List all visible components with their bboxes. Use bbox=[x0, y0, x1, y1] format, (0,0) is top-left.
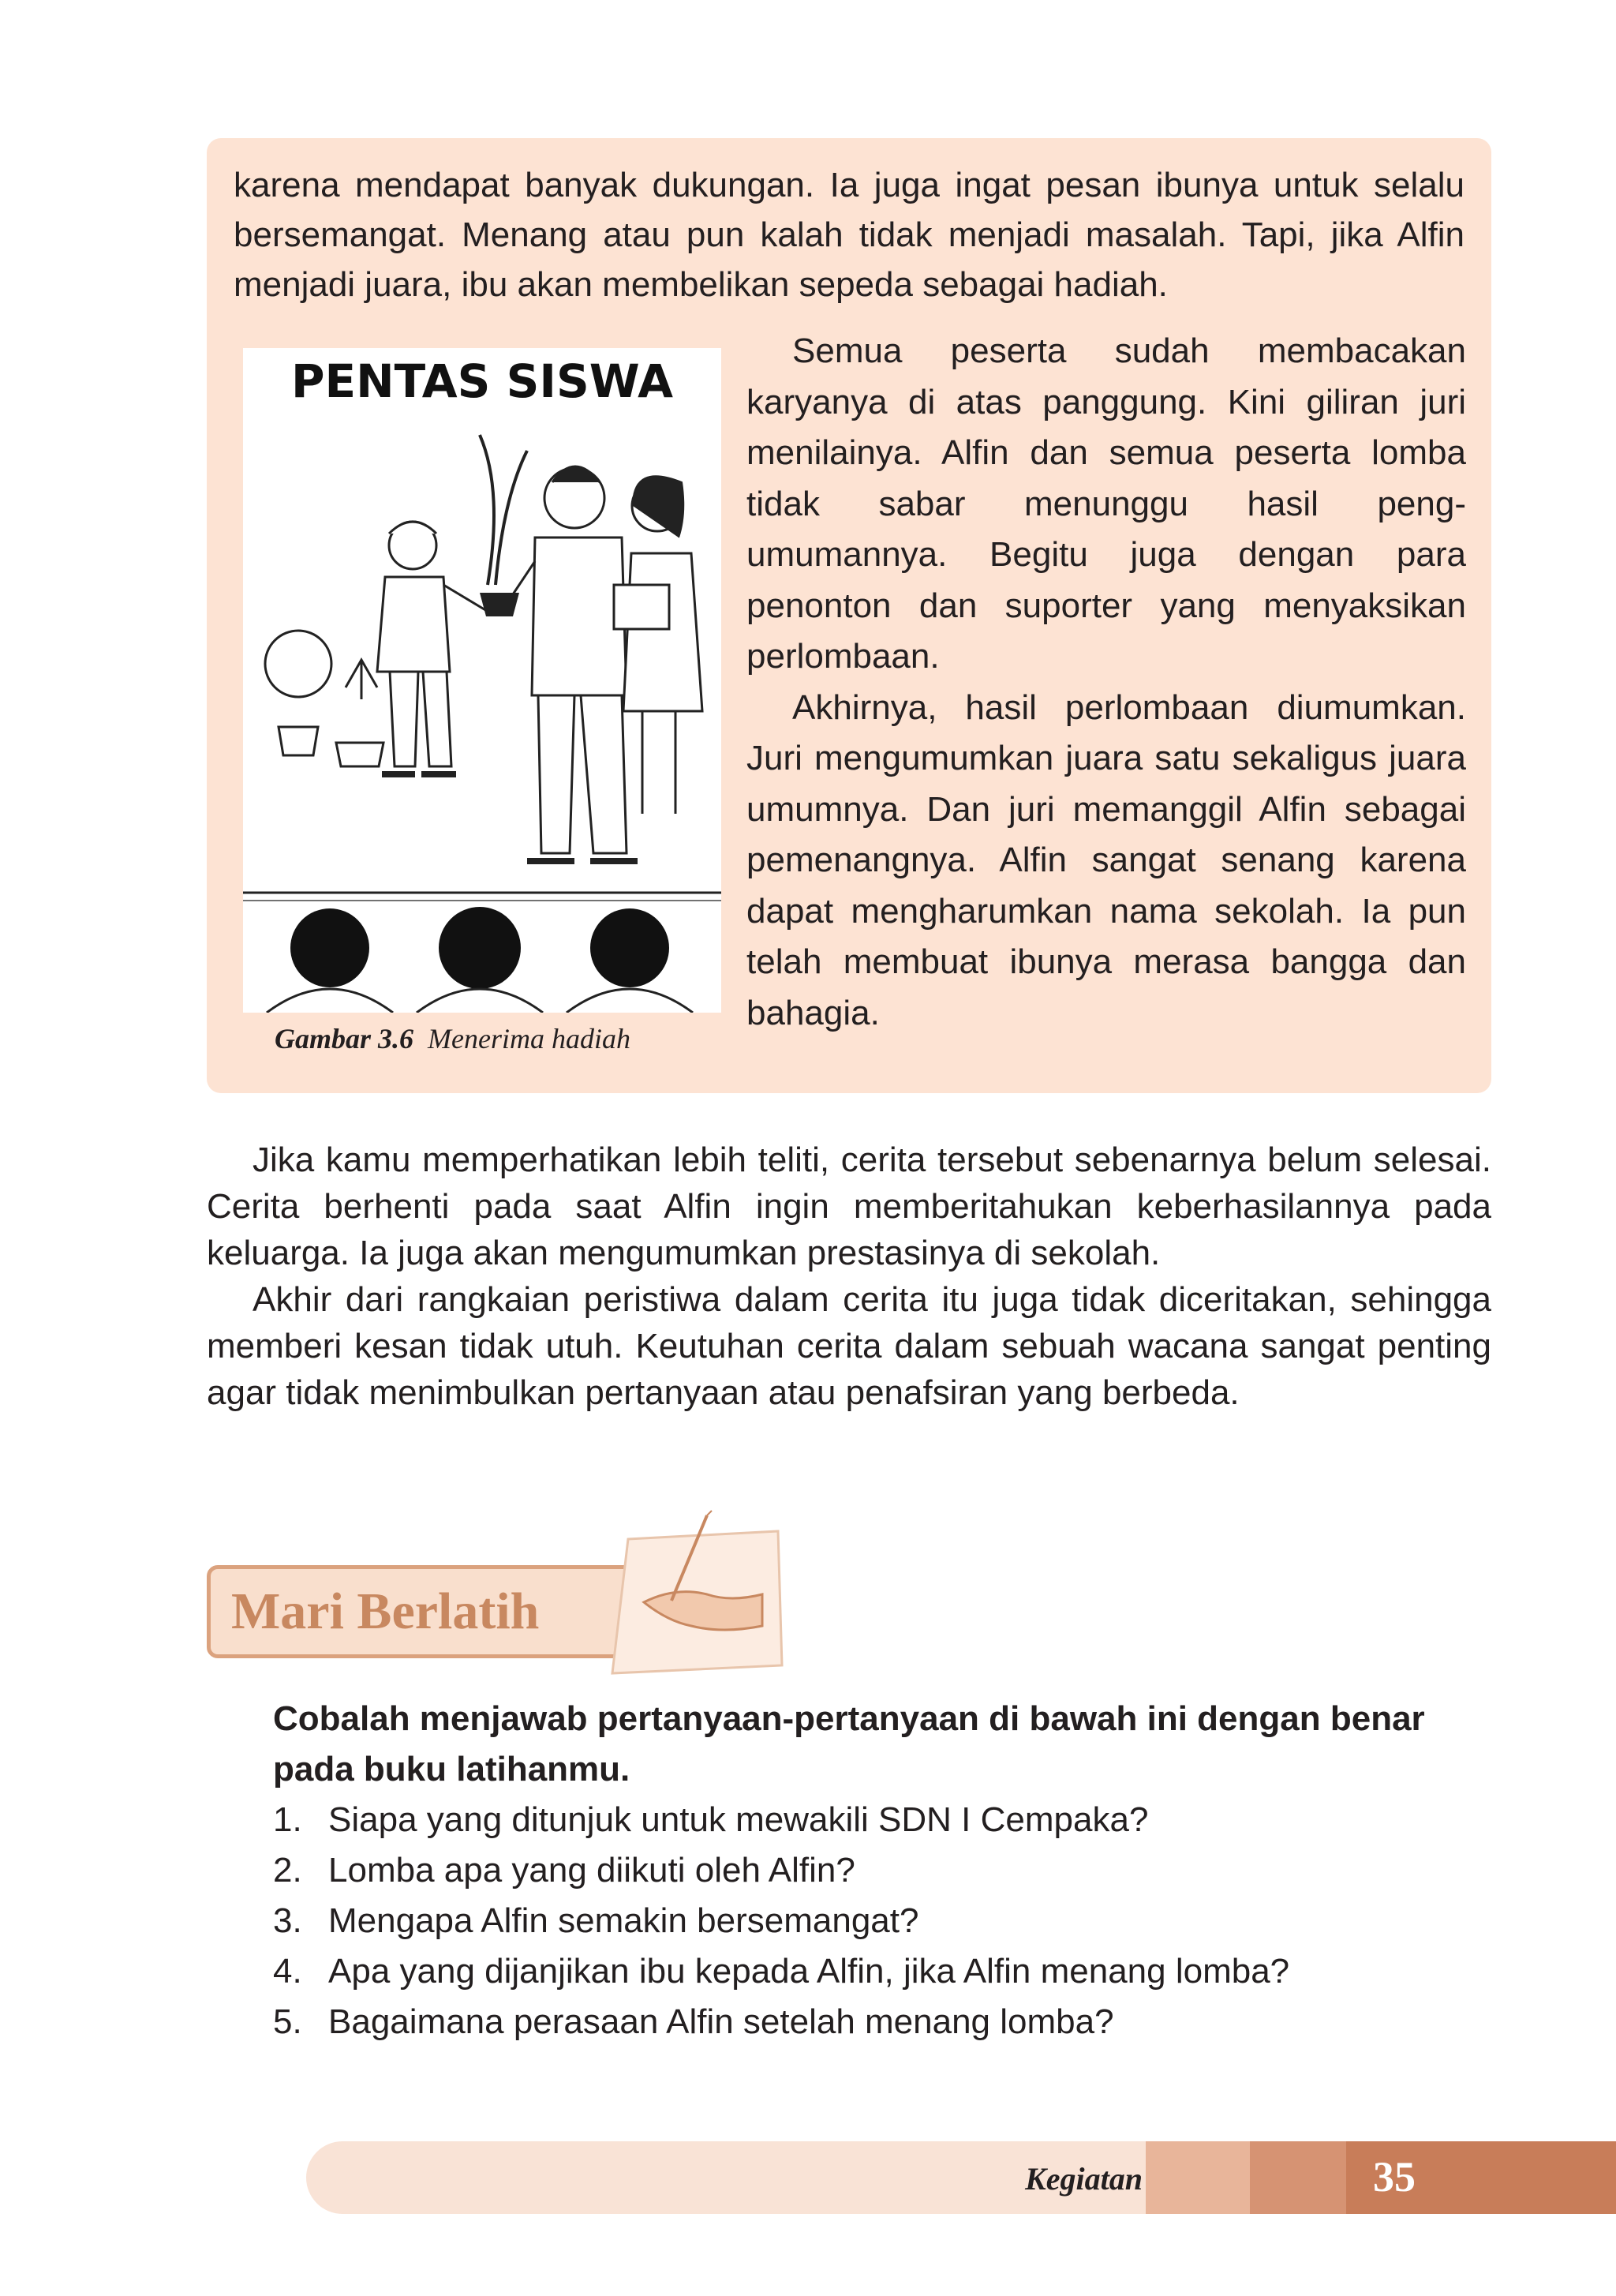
footer-decoration bbox=[1146, 2141, 1250, 2214]
story-box bbox=[207, 138, 1491, 1093]
question-number: 3. bbox=[273, 1901, 302, 1940]
story-paragraph: karena mendapat banyak dukungan. Ia juga ingat pesan ibunya untuk selalu bersemangat. Menang atau pun kalah tidak menjadi masalah. Tapi, jika Alfin menjadi juara, ibu akan membelikan sepeda sebagai hadiah. bbox=[234, 166, 1464, 304]
section-header bbox=[207, 1565, 649, 1658]
question-number: 1. bbox=[273, 1800, 302, 1839]
exercise-section bbox=[273, 1694, 1464, 2047]
list-item bbox=[273, 1997, 1464, 2047]
question-text: Siapa yang ditunjuk untuk mewakili SDN I Cempaka? bbox=[328, 1800, 1149, 1839]
list-item bbox=[273, 1946, 1464, 1997]
question-text: Mengapa Alfin semakin bersemangat? bbox=[328, 1901, 919, 1940]
exercise-instruction: Cobalah menjawab pertanyaan-pertanyaan di bawah ini dengan benar pada buku latihanmu. bbox=[273, 1699, 1425, 1788]
question-number: 2. bbox=[273, 1851, 302, 1890]
question-list bbox=[273, 1795, 1464, 2047]
story-paragraph: Akhirnya, hasil perlombaan diumumkan. Juri mengumumkan juara satu sekaligus juara umumnya. Dan juri memanggil Alfin sebagai pemenangnya. Alfin sangat senang karena dapat mengharumkan nama sekolah. Ia pun telah membuat ibunya merasa bangga dan bahagia. bbox=[746, 687, 1466, 1032]
story-top-text bbox=[234, 160, 1464, 309]
section-title: Mari Berlatih bbox=[231, 1582, 540, 1640]
story-right-text bbox=[746, 326, 1466, 1039]
figure-banner-text: PENTAS SISWA bbox=[291, 354, 673, 408]
list-item bbox=[273, 1795, 1464, 1845]
list-item bbox=[273, 1845, 1464, 1896]
figure-caption-number: Gambar 3.6 bbox=[275, 1023, 414, 1054]
body-paragraph: Jika kamu memperhatikan lebih teliti, cerita tersebut sebenarnya belum selesai. Cerita berhenti pada saat Alfin ingin memberitahukan keberhasilannya pada keluarga. Ia juga akan mengumumkan prestasinya di sekolah. bbox=[207, 1141, 1491, 1272]
footer-decoration bbox=[1250, 2141, 1346, 2214]
question-text: Bagaimana perasaan Alfin setelah menang lomba? bbox=[328, 2002, 1114, 2041]
figure-caption bbox=[275, 1022, 685, 1055]
footer-label: Kegiatan bbox=[1025, 2161, 1143, 2197]
award-ceremony-illustration bbox=[243, 348, 721, 1013]
figure-caption-text: Menerima hadiah bbox=[428, 1023, 630, 1054]
page-number: 35 bbox=[1373, 2153, 1416, 2200]
body-text bbox=[207, 1137, 1491, 1416]
question-text: Apa yang dijanjikan ibu kepada Alfin, jika Alfin menang lomba? bbox=[328, 1952, 1290, 1991]
list-item bbox=[273, 1896, 1464, 1946]
writing-hand-icon bbox=[597, 1508, 786, 1681]
question-number: 4. bbox=[273, 1952, 302, 1991]
body-paragraph: Akhir dari rangkaian peristiwa dalam cerita itu juga tidak diceritakan, sehingga memberi kesan tidak utuh. Keutuhan cerita dalam sebuah wacana sangat penting agar tidak menimbulkan pertanyaan atau penafsiran yang berbeda. bbox=[207, 1280, 1491, 1412]
figure-illustration bbox=[243, 348, 721, 1013]
story-paragraph: Semua peserta sudah membacakan karyanya di atas panggung. Kini giliran juri menilainya. Alfin dan semua peserta lomba tidak sabar menunggu hasil peng-umumannya. Begitu juga dengan para penonton dan suporter yang menyaksikan perlombaan. bbox=[746, 331, 1466, 676]
question-number: 5. bbox=[273, 2002, 302, 2041]
question-text: Lomba apa yang diikuti oleh Alfin? bbox=[328, 1851, 855, 1890]
